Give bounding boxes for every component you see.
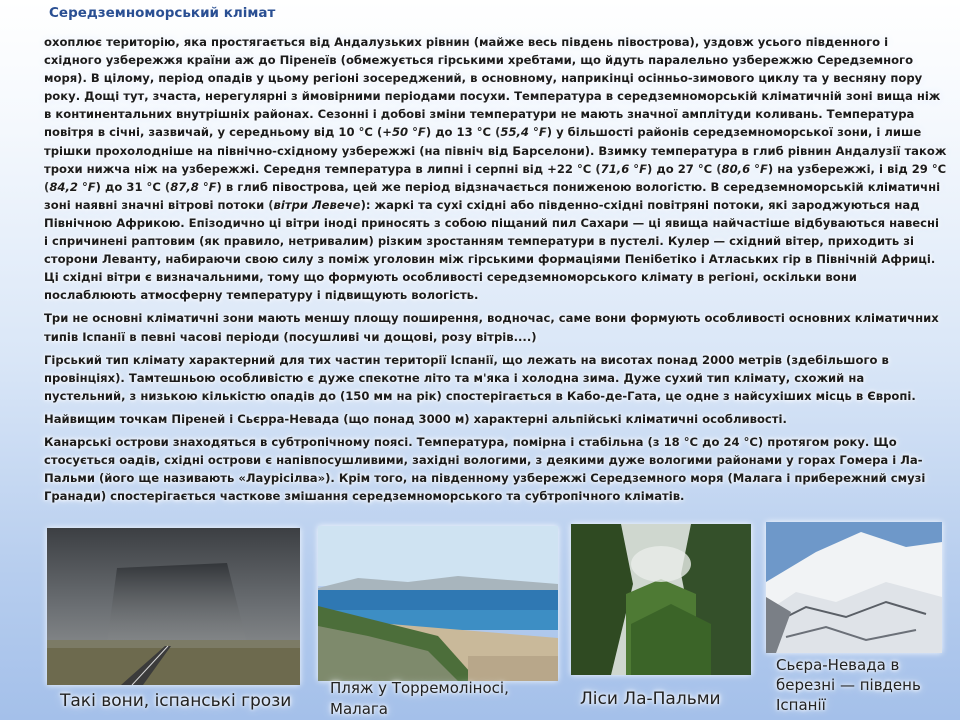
italic-span: 71,6 °F: [600, 161, 648, 176]
text-span: ) у більшості районів середземноморської зони, і лише трішки прохолодніше на північно-східному узбережжі (на північ від Барселони). Взимку температура в глиб рівнин Андалузії також трохи нижча ніж на узбережжі. Середня температура в липні і серпні від +22 °C (: [44, 125, 947, 176]
text-span: ): жаркі та сухі східні або південно-східні повітряні потоки, які зароджуються над Північною Африкою. Епізодично ці вітри іноді приносять з собою піщаний пил Сахари — ці явища найчастіше відбуваються навесні і спричинені раптовим (як правило, нетривалим) різким зростанням температури в пустелі. Кулер — східний вітер, приходить зі сторони Леванту, набираючи свою силу з поміж уголовин між гірськими формаціями Пенібетіко і Атлаських гір в Північній Африці. Ці східні вітри є визначальними, тому що формують особливості середземноморського клімату в регіоні, оскільки вони послаблюють атмосферну температуру і підвищують вологість.: [44, 197, 940, 303]
text-span: охоплює територію, яка простягається від Андалузьких рівнин (майже весь південь півострова), уздовж усього південного і східного узбережжя країни аж до Піренеїв (обмежується гірськими хребтами, що йдуть паралельно узбережжю Середземного моря). В цілому, період опадів у цьому регіоні зосереджений, в основному, наприкінці осінньо-зимового циклу та у весняну пору року. Дощі тут, зчаста, нерегулярні з ймовірними періодами посухи. Температура в середземноморській кліматичній зоні вища ніж в континентальних внутрішніх районах. Сезонні і добові зміни температури не мають значної амплітуди коливань. Температура повітря в січні, зазвичай, у середньому від 10 °C (: [44, 35, 941, 140]
forest-image: [571, 524, 751, 675]
forest-photo: [571, 524, 751, 675]
paragraph-mediterranean: [44, 33, 947, 304]
text-span: ) до 13 °C (: [425, 125, 501, 140]
snow-mountain-photo: [766, 522, 942, 653]
page-title: Середземноморський клімат: [49, 5, 276, 21]
mountain-image: [766, 522, 942, 653]
storm-image: [47, 528, 300, 685]
text-span: ) до 27 °C (: [647, 161, 722, 176]
beach-image: [318, 526, 558, 681]
storm-photo: [47, 528, 300, 685]
paragraph-minor-zones: Три не основні кліматичні зони мають меншу площу поширення, водночас, саме вони формують особливості основних кліматичних типів Іспанії в певні часові періоди (посушливі чи дощові, розу вітрів....): [44, 311, 939, 344]
caption-mountain: Сьєра-Невада в березні — південь Іспанії: [776, 656, 921, 714]
text-span: ) на узбережжі, і від 29 °C (: [44, 161, 947, 194]
italic-span: 84,2 °F: [49, 179, 96, 194]
italic-span: вітри Левече: [273, 197, 361, 212]
italic-span: +50 °F: [382, 125, 426, 140]
italic-span: 87,8 °F: [170, 179, 217, 194]
body-text: [44, 33, 947, 510]
caption-beach: Пляж у Торремоліносі, Малага: [330, 679, 509, 718]
text-span: ) до 31 °C (: [95, 179, 171, 194]
caption-storm: Такі вони, іспанські грози: [60, 691, 292, 711]
beach-photo: [318, 526, 558, 681]
paragraph-mountain-climate: Гірський тип клімату характерний для тих частин території Іспанії, що лежать на висотах понад 2000 метрів (здебільшого в провінціях). Тамтешньою особливістю є дуже спекотне літо та м'яка і холодна зима. Дуже сухий тип клімату, схожий на пустельний, з низькою кількістю опадів до (150 мм на рік) спостерігається в Кабо-де-Гата, це одне з найсухіших місць в Європі.: [44, 352, 916, 403]
caption-forest: Ліси Ла-Пальми: [580, 689, 721, 709]
text-span: ) в глиб півострова, цей же період відзначається пониженою вологістю. В середземноморській кліматичні зоні наявні значні вітрові потоки (: [44, 179, 941, 212]
italic-span: 80,6 °F: [721, 161, 768, 176]
paragraph-alpine: Найвищим точкам Піреней і Сьєрра-Невада (що понад 3000 м) характерні альпійські кліматичні особливості.: [44, 411, 787, 426]
paragraph-canary: Канарські острови знаходяться в субтропічному поясі. Температура, помірна і стабільна (з 18 °C до 24 °C) протягом року. Що стосується оадів, східні острови є напівпосушливими, західні вологими, з деякими дуже вологими районами у горах Гомера і Ла-Пальми (його ще називають «Лаурісілва»). Крім того, на південному узбережжі Середземного моря (Малага і прибережний смузі Гранади) спостерігається часткове змішання середземноморського та субтропічного кліматів.: [44, 434, 926, 504]
italic-span: 55,4 °F: [500, 125, 547, 140]
